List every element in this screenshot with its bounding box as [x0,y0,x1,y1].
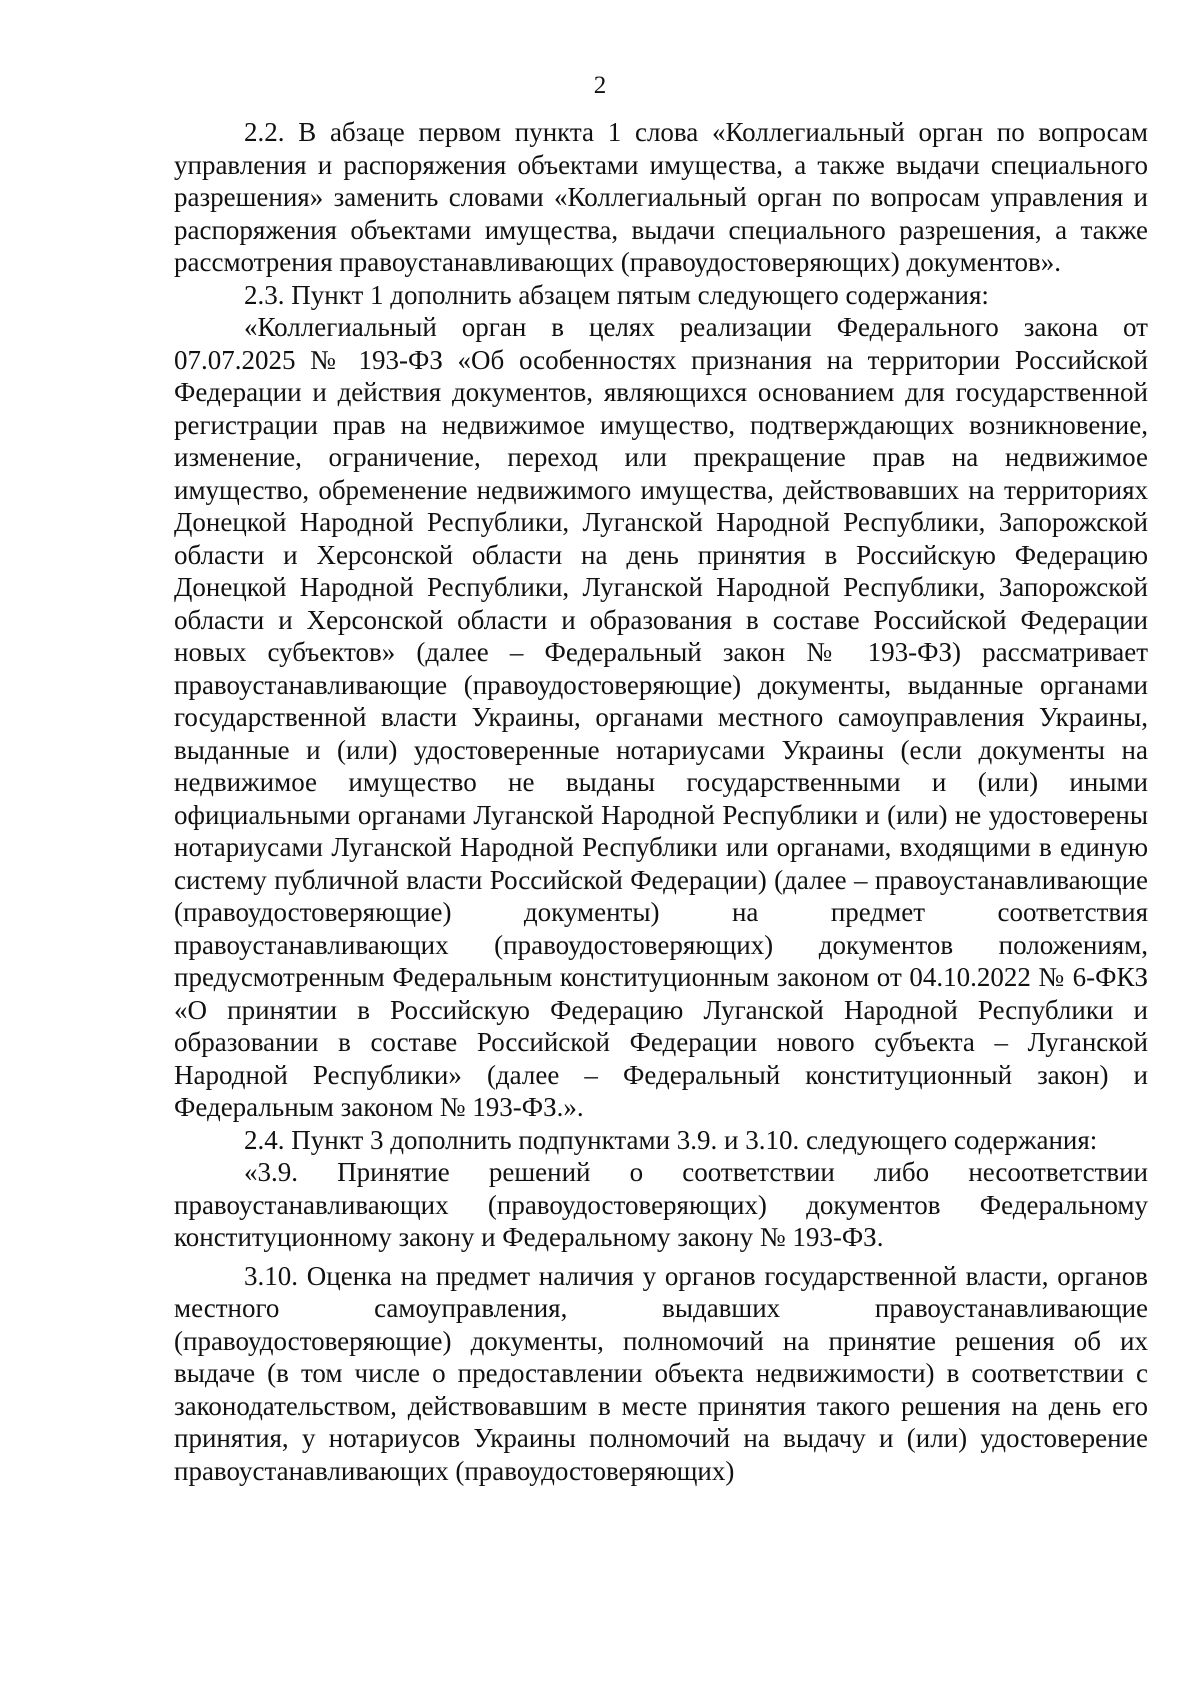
paragraph-2-3: 2.3. Пункт 1 дополнить абзацем пятым следующего содержания: [244,279,989,310]
paragraph-2-4: 2.4. Пункт 3 дополнить подпунктами 3.9. и 3.10. следующего содержания: [244,1124,1098,1155]
paragraph-2-2: 2.2. В абзаце первом пункта 1 слова «Коллегиальный орган по вопросам управления и распоряжения объектами имущества, а также выдачи специального разрешения» заменить словами «Коллегиальный орган по вопросам управления и распоряжения объектами имущества, выдачи специального разрешения, а также рассмотрения правоустанавливающих (правоудостоверяющих) документов». [174,117,1148,277]
page-number: 2 [593,72,607,99]
paragraph-3-10: 3.10. Оценка на предмет наличия у органов государственной власти, органов местного самоуправления, выдавших правоустанавливающие (правоудостоверяющие) документы, полномочий на принятие решения об их выдаче (в том числе о предоставлении объекта недвижимости) в соответствии с законодательством, действовавшим в месте принятия такого решения на день его принятия, у нотариусов Украины полномочий на выдачу и (или) удостоверение правоустанавливающих (правоудостоверяющих) [174,1260,1148,1486]
paragraph-3-9: «3.9. Принятие решений о соответствии либо несоответствии правоустанавливающих (правоудостоверяющих) документов Федеральному конституционному закону и Федеральному закону № 193-ФЗ. [174,1157,1148,1252]
document-body [174,116,1148,1487]
paragraph-collegial-body: «Коллегиальный орган в целях реализации Федерального закона от 07.07.2025 № 193-ФЗ «Об особенностях признания на территории Российской Федерации и действия документов, являющихся основанием для государственной регистрации прав на недвижимое имущество, подтверждающих возникновение, изменение, ограничение, переход или прекращение прав на недвижимое имущество, обременение недвижимого имущества, действовавших на территориях Донецкой Народной Республики, Луганской Народной Республики, Запорожской области и Херсонской области на день принятия в Российскую Федерацию Донецкой Народной Республики, Луганской Народной Республики, Запорожской области и Херсонской области и образования в составе Российской Федерации новых субъектов» (далее – Федеральный закон № 193-ФЗ) рассматривает правоустанавливающие (правоудостоверяющие) документы, выданные органами государственной власти Украины, органами местного самоуправления Украины, выданные и (или) удостоверенные нотариусами Украины (если документы на недвижимое имущество не выданы государственными и (или) иными официальными органами Луганской Народной Республики и (или) не удостоверены нотариусами Луганской Народной Республики или органами, входящими в единую систему публичной власти Российской Федерации) (далее – правоустанавливающие (правоудостоверяющие) документы) на предмет соответствия правоустанавливающих (правоудостоверяющих) документов положениям, предусмотренным Федеральным конституционным законом от 04.10.2022 № 6-ФКЗ «О принятии в Российскую Федерацию Луганской Народной Республики и образовании в составе Российской Федерации нового субъекта – Луганской Народной Республики» (далее – Федеральный конституционный закон) и Федеральным законом № 193-ФЗ.». [174,312,1148,1122]
